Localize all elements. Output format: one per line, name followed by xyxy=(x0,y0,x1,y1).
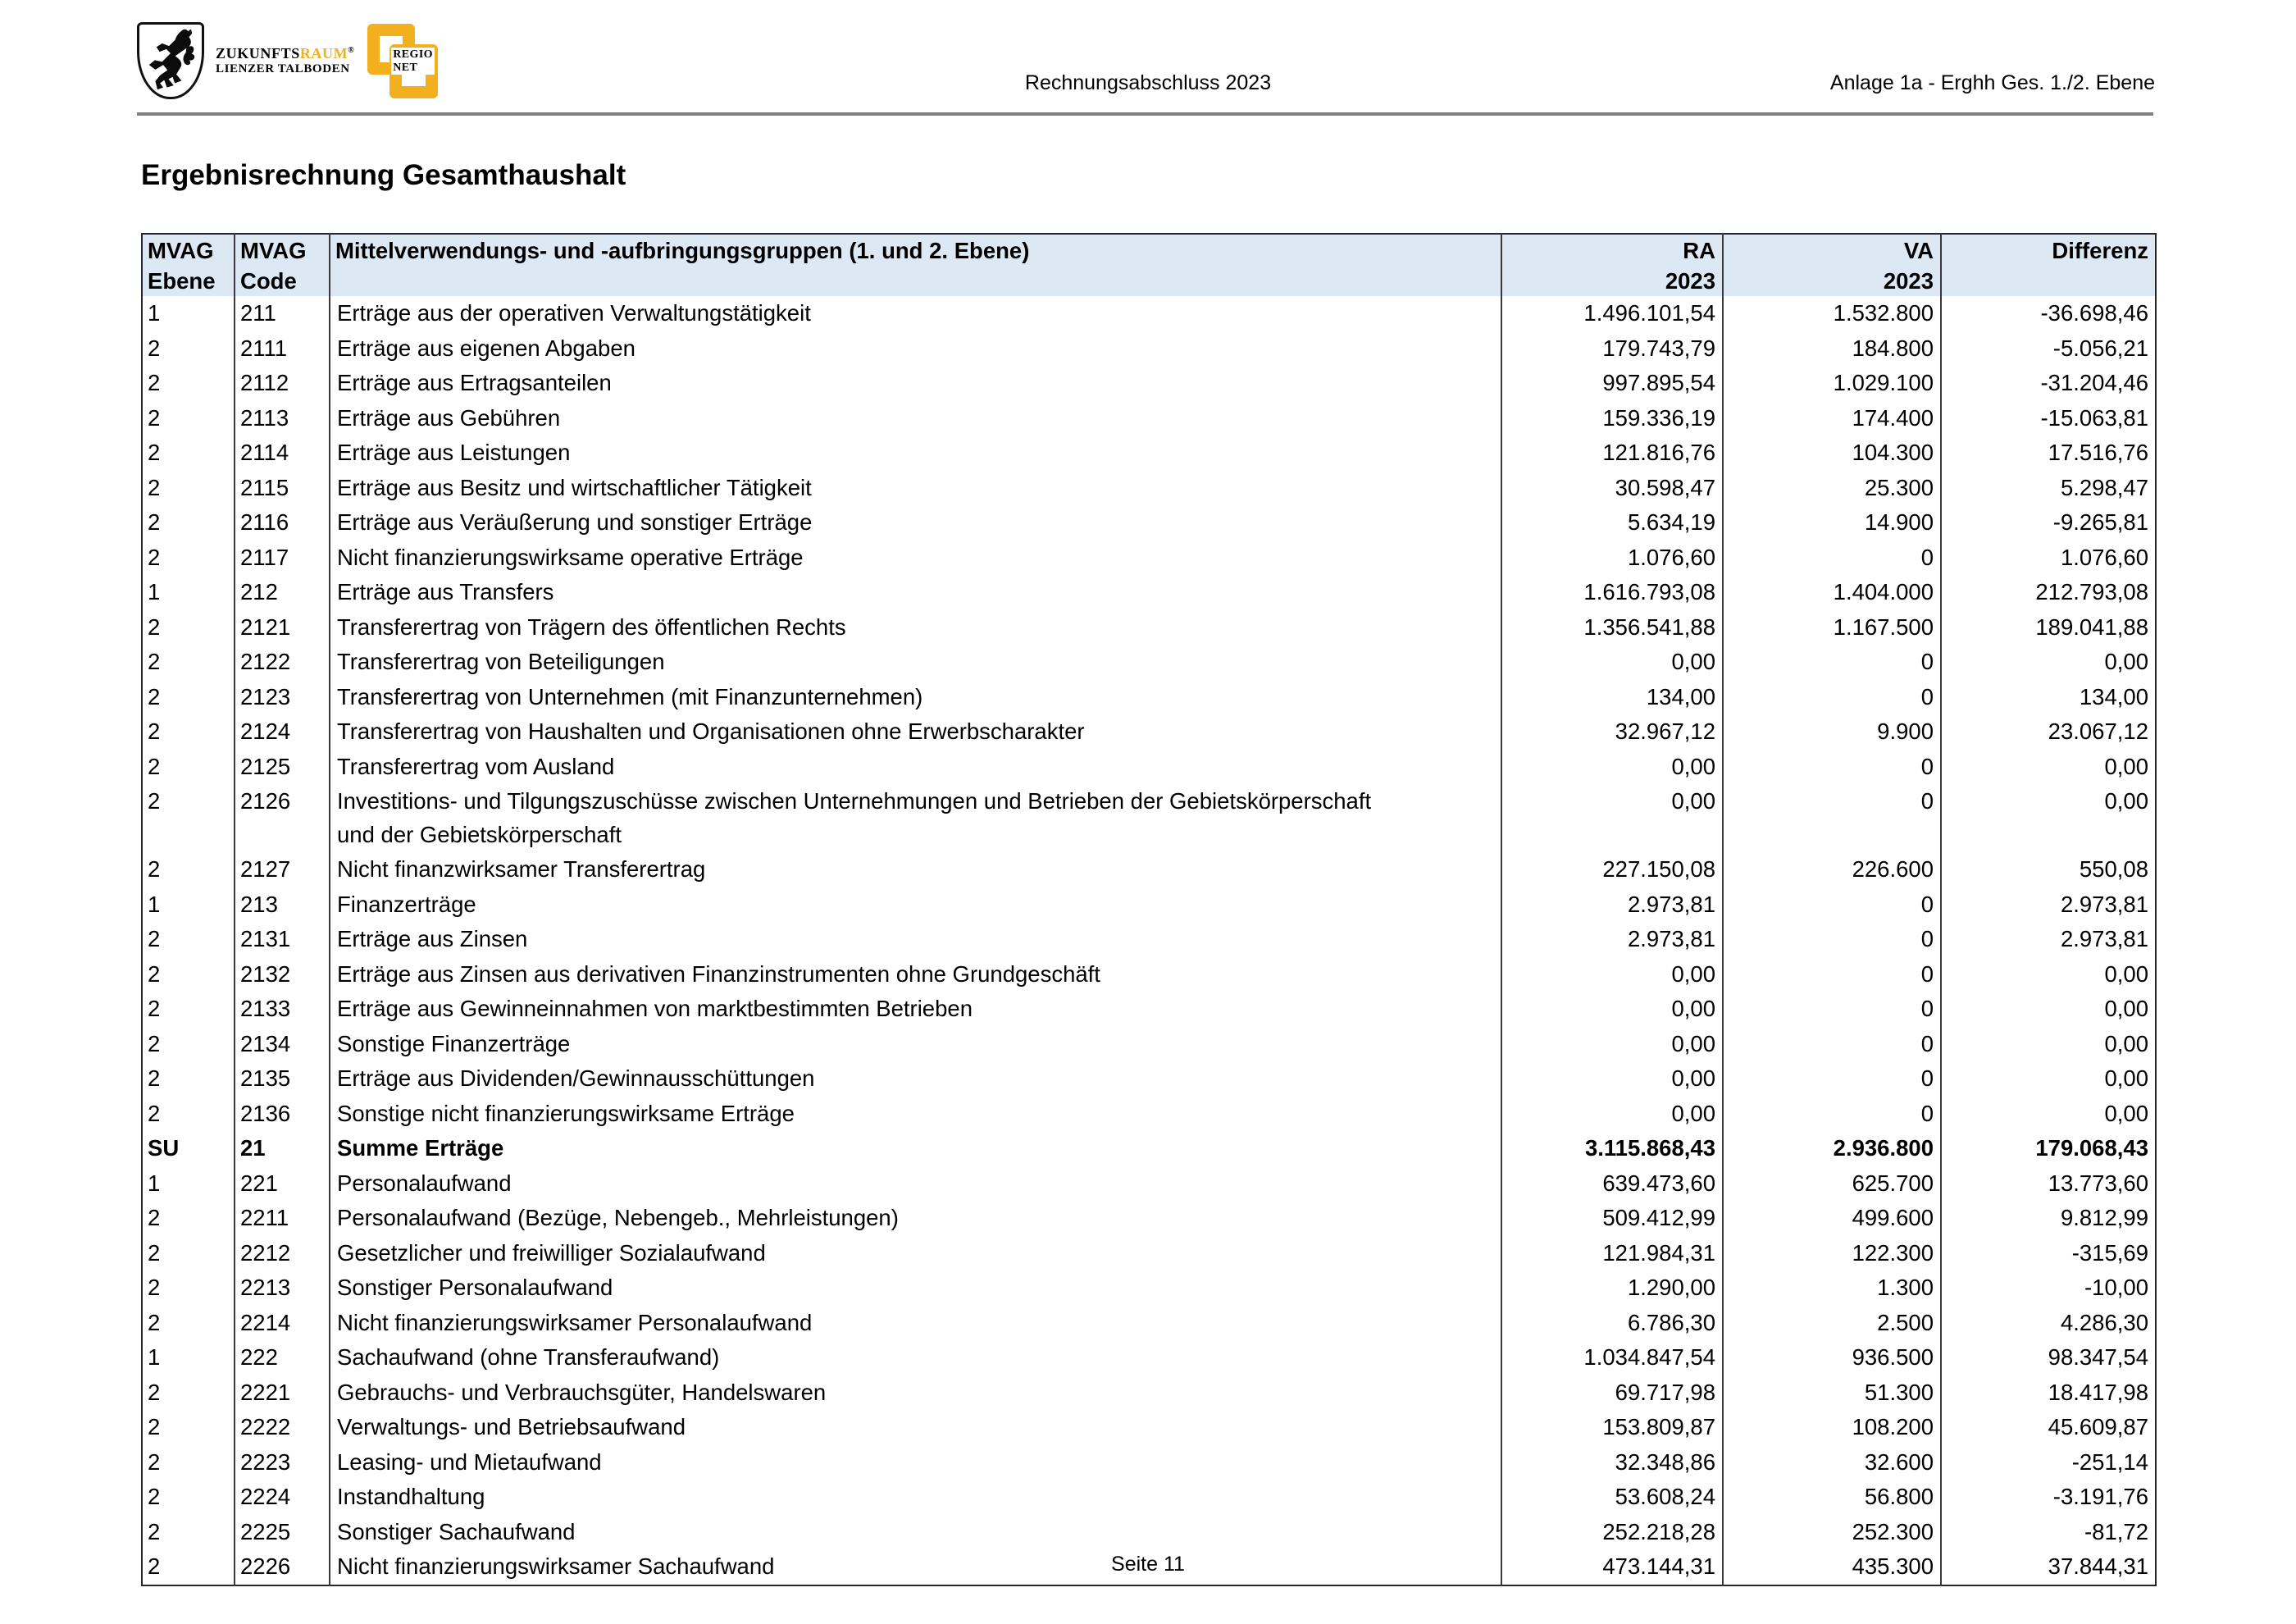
table-row xyxy=(142,471,2156,506)
cell-ra-2023: 32.967,12 xyxy=(1501,714,1723,750)
cell-group-label: Finanzerträge xyxy=(330,887,1501,923)
cell-va-2023: 1.532.800 xyxy=(1723,296,1941,331)
col-header-differenz: Differenz xyxy=(1941,234,2156,296)
cell-va-2023: 1.404.000 xyxy=(1723,575,1941,610)
cell-group-label: Nicht finanzierungswirksame operative Erträge xyxy=(330,541,1501,576)
cell-mvag-code: 2134 xyxy=(235,1027,330,1062)
table-row xyxy=(142,1445,2156,1480)
cell-group-label: Gebrauchs- und Verbrauchsgüter, Handelswaren xyxy=(330,1375,1501,1411)
cell-mvag-code: 2212 xyxy=(235,1236,330,1271)
header-divider xyxy=(137,112,2153,116)
cell-mvag-code: 2131 xyxy=(235,922,330,957)
cell-mvag-code: 2136 xyxy=(235,1097,330,1132)
cell-mvag-ebene: 1 xyxy=(142,296,235,331)
cell-mvag-ebene: 2 xyxy=(142,1410,235,1445)
cell-ra-2023: 1.496.101,54 xyxy=(1501,296,1723,331)
table-row xyxy=(142,436,2156,471)
table-row xyxy=(142,1306,2156,1341)
cell-mvag-ebene: 1 xyxy=(142,1340,235,1375)
cell-group-label: Personalaufwand xyxy=(330,1166,1501,1202)
cell-differenz: 1.076,60 xyxy=(2060,544,2148,570)
cell-mvag-ebene: 2 xyxy=(142,1236,235,1271)
table-row xyxy=(142,1375,2156,1411)
table-row xyxy=(142,331,2156,367)
cell-group-label: Erträge aus Zinsen xyxy=(330,922,1501,957)
table-row xyxy=(142,1480,2156,1515)
cell-ra-2023: 2.973,81 xyxy=(1501,887,1723,923)
table-row xyxy=(142,1131,2156,1166)
cell-group-label: Erträge aus der operativen Verwaltungstätigkeit xyxy=(330,296,1501,331)
cell-mvag-ebene: 2 xyxy=(142,680,235,715)
cell-ra-2023: 0,00 xyxy=(1501,1027,1723,1062)
cell-va-2023: 499.600 xyxy=(1723,1201,1941,1236)
ergebnisrechnung-table xyxy=(141,233,2157,1586)
table-header-row xyxy=(142,234,2156,296)
cell-mvag-ebene: 2 xyxy=(142,1097,235,1132)
cell-differenz: -15.063,81 xyxy=(2040,404,2148,431)
cell-mvag-code: 2214 xyxy=(235,1306,330,1341)
cell-mvag-code: 2225 xyxy=(235,1515,330,1550)
table-row xyxy=(142,887,2156,923)
cell-ra-2023: 53.608,24 xyxy=(1501,1480,1723,1515)
cell-mvag-code: 2116 xyxy=(235,505,330,541)
cell-group-label: Erträge aus Transfers xyxy=(330,575,1501,610)
table-row xyxy=(142,610,2156,645)
cell-va-2023: 108.200 xyxy=(1723,1410,1941,1445)
cell-mvag-ebene: 2 xyxy=(142,645,235,680)
cell-va-2023: 936.500 xyxy=(1723,1340,1941,1375)
table-row xyxy=(142,852,2156,887)
cell-differenz: 18.417,98 xyxy=(2048,1379,2148,1405)
cell-group-label: Sonstiger Sachaufwand xyxy=(330,1515,1501,1550)
cell-differenz: 98.347,54 xyxy=(2048,1344,2148,1370)
cell-va-2023: 104.300 xyxy=(1723,436,1941,471)
cell-va-2023: 14.900 xyxy=(1723,505,1941,541)
cell-differenz: 23.067,12 xyxy=(2048,718,2148,744)
cell-va-2023: 9.900 xyxy=(1723,714,1941,750)
table-row xyxy=(142,575,2156,610)
page-title: Ergebnisrechnung Gesamthaushalt xyxy=(141,159,626,191)
cell-mvag-code: 2221 xyxy=(235,1375,330,1411)
cell-va-2023: 0 xyxy=(1723,992,1941,1027)
cell-ra-2023: 1.616.793,08 xyxy=(1501,575,1723,610)
cell-differenz: 45.609,87 xyxy=(2048,1414,2148,1439)
cell-differenz: 0,00 xyxy=(2104,753,2148,779)
cell-ra-2023: 0,00 xyxy=(1501,645,1723,680)
cell-differenz: 4.286,30 xyxy=(2060,1309,2148,1335)
cell-mvag-code: 2226 xyxy=(235,1549,330,1585)
cell-va-2023: 56.800 xyxy=(1723,1480,1941,1515)
table-row xyxy=(142,1410,2156,1445)
table-row xyxy=(142,1270,2156,1306)
cell-group-label: Erträge aus Besitz und wirtschaftlicher Tätigkeit xyxy=(330,471,1501,506)
cell-va-2023: 51.300 xyxy=(1723,1375,1941,1411)
cell-mvag-ebene: 2 xyxy=(142,1061,235,1097)
cell-differenz: 2.973,81 xyxy=(2060,926,2148,951)
cell-mvag-code: 2211 xyxy=(235,1201,330,1236)
cell-va-2023: 1.300 xyxy=(1723,1270,1941,1306)
table-row xyxy=(142,957,2156,992)
cell-va-2023: 0 xyxy=(1723,680,1941,715)
cell-va-2023: 0 xyxy=(1723,1027,1941,1062)
cell-mvag-ebene: 2 xyxy=(142,957,235,992)
cell-differenz: 13.773,60 xyxy=(2048,1170,2148,1196)
cell-ra-2023: 0,00 xyxy=(1501,1097,1723,1132)
cell-mvag-code: 2127 xyxy=(235,852,330,887)
cell-mvag-code: 2111 xyxy=(235,331,330,367)
cell-group-label: Erträge aus Dividenden/Gewinnausschüttungen xyxy=(330,1061,1501,1097)
cell-group-label: Nicht finanzierungswirksamer Sachaufwand xyxy=(330,1549,1501,1585)
brand-raum: RAUM xyxy=(299,45,348,62)
cell-mvag-ebene: 2 xyxy=(142,1201,235,1236)
cell-va-2023: 25.300 xyxy=(1723,471,1941,506)
cell-differenz: 0,00 xyxy=(2104,1030,2148,1056)
cell-group-label: Leasing- und Mietaufwand xyxy=(330,1445,1501,1480)
document-header-annex: Anlage 1a - Erghh Ges. 1./2. Ebene xyxy=(1829,71,2155,94)
cell-group-label: Investitions- und Tilgungszuschüsse zwischen Unternehmungen und Betrieben der Gebietskörperschaft und der Gebietskörperschaft xyxy=(330,784,1501,852)
cell-mvag-code: 2117 xyxy=(235,541,330,576)
cell-mvag-ebene: 2 xyxy=(142,1445,235,1480)
table-row xyxy=(142,992,2156,1027)
col-header-group: Mittelverwendungs- und -aufbringungsgruppen (1. und 2. Ebene) xyxy=(330,234,1501,296)
cell-va-2023: 184.800 xyxy=(1723,331,1941,367)
cell-va-2023: 2.500 xyxy=(1723,1306,1941,1341)
cell-mvag-ebene: 2 xyxy=(142,1515,235,1550)
cell-mvag-ebene: 2 xyxy=(142,1027,235,1062)
cell-mvag-code: 2115 xyxy=(235,471,330,506)
table-row xyxy=(142,1515,2156,1550)
cell-mvag-code: 2125 xyxy=(235,750,330,785)
cell-mvag-ebene: 2 xyxy=(142,1549,235,1585)
cell-mvag-ebene: 2 xyxy=(142,541,235,576)
cell-ra-2023: 153.809,87 xyxy=(1501,1410,1723,1445)
cell-group-label: Summe Erträge xyxy=(330,1131,1501,1166)
cell-differenz: 5.298,47 xyxy=(2060,474,2148,500)
cell-ra-2023: 1.290,00 xyxy=(1501,1270,1723,1306)
cell-differenz: -5.056,21 xyxy=(2052,335,2148,361)
cell-ra-2023: 69.717,98 xyxy=(1501,1375,1723,1411)
page-number: Seite 11 xyxy=(1111,1553,1185,1576)
cell-ra-2023: 0,00 xyxy=(1501,750,1723,785)
cell-va-2023: 435.300 xyxy=(1723,1549,1941,1585)
cell-differenz: 17.516,76 xyxy=(2048,440,2148,465)
cell-ra-2023: 1.356.541,88 xyxy=(1501,610,1723,645)
cell-va-2023: 0 xyxy=(1723,645,1941,680)
cell-differenz: 0,00 xyxy=(2104,649,2148,674)
cell-group-label: Sonstige nicht finanzierungswirksame Erträge xyxy=(330,1097,1501,1132)
table-row xyxy=(142,680,2156,715)
cell-ra-2023: 32.348,86 xyxy=(1501,1445,1723,1480)
cell-mvag-code: 2122 xyxy=(235,645,330,680)
cell-group-label: Erträge aus Leistungen xyxy=(330,436,1501,471)
col-header-ra: RA 2023 xyxy=(1501,234,1723,296)
cell-mvag-ebene: 2 xyxy=(142,922,235,957)
cell-mvag-ebene: 2 xyxy=(142,366,235,401)
cell-mvag-ebene: 2 xyxy=(142,436,235,471)
cell-ra-2023: 30.598,47 xyxy=(1501,471,1723,506)
table-row xyxy=(142,296,2156,331)
cell-mvag-code: 213 xyxy=(235,887,330,923)
cell-group-label: Personalaufwand (Bezüge, Nebengeb., Mehrleistungen) xyxy=(330,1201,1501,1236)
cell-va-2023: 2.936.800 xyxy=(1723,1131,1941,1166)
cell-va-2023: 0 xyxy=(1723,1061,1941,1097)
cell-group-label: Transferertrag vom Ausland xyxy=(330,750,1501,785)
table-row xyxy=(142,1027,2156,1062)
cell-differenz: 0,00 xyxy=(2104,960,2148,987)
cell-group-label: Erträge aus Zinsen aus derivativen Finanzinstrumenten ohne Grundgeschäft xyxy=(330,957,1501,992)
cell-differenz: -81,72 xyxy=(2084,1518,2148,1544)
cell-va-2023: 625.700 xyxy=(1723,1166,1941,1202)
cell-mvag-ebene: 2 xyxy=(142,471,235,506)
cell-mvag-ebene: 2 xyxy=(142,331,235,367)
cell-group-label: Transferertrag von Unternehmen (mit Finanzunternehmen) xyxy=(330,680,1501,715)
cell-mvag-ebene: 2 xyxy=(142,852,235,887)
cell-group-label: Erträge aus Veräußerung und sonstiger Erträge xyxy=(330,505,1501,541)
cell-mvag-ebene: 2 xyxy=(142,610,235,645)
cell-group-label: Verwaltungs- und Betriebsaufwand xyxy=(330,1410,1501,1445)
cell-mvag-ebene: 2 xyxy=(142,750,235,785)
cell-mvag-code: 2223 xyxy=(235,1445,330,1480)
cell-ra-2023: 473.144,31 xyxy=(1501,1549,1723,1585)
table-row xyxy=(142,784,2156,852)
cell-mvag-code: 2133 xyxy=(235,992,330,1027)
cell-mvag-ebene: 2 xyxy=(142,714,235,750)
cell-group-label: Erträge aus Gewinneinnahmen von marktbestimmten Betrieben xyxy=(330,992,1501,1027)
col-header-mvag-code: MVAG Code xyxy=(235,234,330,296)
cell-group-label: Sachaufwand (ohne Transferaufwand) xyxy=(330,1340,1501,1375)
cell-va-2023: 1.029.100 xyxy=(1723,366,1941,401)
col-header-mvag-ebene: MVAG Ebene xyxy=(142,234,235,296)
table-row xyxy=(142,505,2156,541)
cell-differenz: 2.973,81 xyxy=(2060,891,2148,917)
cell-mvag-ebene: 1 xyxy=(142,887,235,923)
table-row xyxy=(142,714,2156,750)
cell-va-2023: 252.300 xyxy=(1723,1515,1941,1550)
cell-mvag-code: 2123 xyxy=(235,680,330,715)
cell-group-label: Nicht finanzwirksamer Transferertrag xyxy=(330,852,1501,887)
registered-mark: ® xyxy=(348,46,355,56)
cell-ra-2023: 5.634,19 xyxy=(1501,505,1723,541)
cell-differenz: 212.793,08 xyxy=(2035,579,2148,604)
col-header-va: VA 2023 xyxy=(1723,234,1941,296)
cell-group-label: Sonstige Finanzerträge xyxy=(330,1027,1501,1062)
cell-group-label: Transferertrag von Trägern des öffentlichen Rechts xyxy=(330,610,1501,645)
cell-differenz: -251,14 xyxy=(2071,1448,2148,1475)
cell-va-2023: 226.600 xyxy=(1723,852,1941,887)
cell-ra-2023: 509.412,99 xyxy=(1501,1201,1723,1236)
cell-ra-2023: 639.473,60 xyxy=(1501,1166,1723,1202)
cell-mvag-code: 2113 xyxy=(235,401,330,436)
cell-differenz: 0,00 xyxy=(2104,1100,2148,1126)
cell-differenz: 0,00 xyxy=(2104,996,2148,1021)
table-row xyxy=(142,1340,2156,1375)
cell-group-label: Erträge aus Ertragsanteilen xyxy=(330,366,1501,401)
table-row xyxy=(142,1236,2156,1271)
table-row xyxy=(142,541,2156,576)
brand-line1: ZUKUNFTSRAUM® xyxy=(216,45,355,62)
cell-ra-2023: 159.336,19 xyxy=(1501,401,1723,436)
cell-va-2023: 32.600 xyxy=(1723,1445,1941,1480)
cell-differenz: -9.265,81 xyxy=(2052,509,2148,535)
cell-ra-2023: 0,00 xyxy=(1501,784,1723,852)
cell-differenz: -10,00 xyxy=(2084,1275,2148,1300)
cell-ra-2023: 134,00 xyxy=(1501,680,1723,715)
cell-va-2023: 174.400 xyxy=(1723,401,1941,436)
table-row xyxy=(142,1097,2156,1132)
table-row xyxy=(142,1166,2156,1202)
cell-group-label: Erträge aus Gebühren xyxy=(330,401,1501,436)
cell-ra-2023: 997.895,54 xyxy=(1501,366,1723,401)
cell-mvag-code: 21 xyxy=(235,1131,330,1166)
cell-mvag-code: 2213 xyxy=(235,1270,330,1306)
cell-ra-2023: 6.786,30 xyxy=(1501,1306,1723,1341)
document-header-title: Rechnungsabschluss 2023 xyxy=(1024,71,1272,94)
cell-group-label: Sonstiger Personalaufwand xyxy=(330,1270,1501,1306)
cell-mvag-code: 2222 xyxy=(235,1410,330,1445)
cell-group-label: Transferertrag von Haushalten und Organisationen ohne Erwerbscharakter xyxy=(330,714,1501,750)
cell-va-2023: 0 xyxy=(1723,922,1941,957)
cell-mvag-ebene: 2 xyxy=(142,1480,235,1515)
cell-mvag-ebene: 2 xyxy=(142,992,235,1027)
table-row xyxy=(142,401,2156,436)
cell-differenz: 179.068,43 xyxy=(2035,1135,2148,1161)
cell-differenz: -31.204,46 xyxy=(2040,370,2148,395)
cell-group-label: Instandhaltung xyxy=(330,1480,1501,1515)
cell-mvag-code: 2121 xyxy=(235,610,330,645)
regio-net-label: REGIO NET xyxy=(393,48,433,74)
cell-mvag-code: 222 xyxy=(235,1340,330,1375)
table-row xyxy=(142,1061,2156,1097)
cell-ra-2023: 121.816,76 xyxy=(1501,436,1723,471)
table-row xyxy=(142,366,2156,401)
cell-mvag-ebene: 2 xyxy=(142,1270,235,1306)
cell-mvag-ebene: 2 xyxy=(142,1375,235,1411)
cell-differenz: 37.844,31 xyxy=(2048,1553,2148,1579)
cell-ra-2023: 3.115.868,43 xyxy=(1501,1131,1723,1166)
cell-va-2023: 0 xyxy=(1723,541,1941,576)
cell-mvag-ebene: 1 xyxy=(142,575,235,610)
cell-va-2023: 122.300 xyxy=(1723,1236,1941,1271)
cell-group-label: Erträge aus eigenen Abgaben xyxy=(330,331,1501,367)
cell-ra-2023: 252.218,28 xyxy=(1501,1515,1723,1550)
table-row xyxy=(142,645,2156,680)
cell-mvag-code: 2114 xyxy=(235,436,330,471)
cell-ra-2023: 2.973,81 xyxy=(1501,922,1723,957)
cell-mvag-code: 2132 xyxy=(235,957,330,992)
cell-ra-2023: 179.743,79 xyxy=(1501,331,1723,367)
table-row xyxy=(142,750,2156,785)
cell-ra-2023: 1.076,60 xyxy=(1501,541,1723,576)
cell-differenz: -315,69 xyxy=(2071,1239,2148,1266)
brand-line2: LIENZER TALBODEN xyxy=(216,62,350,75)
cell-mvag-code: 212 xyxy=(235,575,330,610)
cell-mvag-code: 2224 xyxy=(235,1480,330,1515)
cell-group-label: Gesetzlicher und freiwilliger Sozialaufwand xyxy=(330,1236,1501,1271)
cell-va-2023: 1.167.500 xyxy=(1723,610,1941,645)
cell-va-2023: 0 xyxy=(1723,1097,1941,1132)
cell-mvag-ebene: 2 xyxy=(142,401,235,436)
cell-differenz: 550,08 xyxy=(2079,856,2148,882)
table-row xyxy=(142,1201,2156,1236)
cell-differenz: -3.191,76 xyxy=(2052,1484,2148,1509)
cell-mvag-ebene: SU xyxy=(142,1131,235,1166)
cell-ra-2023: 121.984,31 xyxy=(1501,1236,1723,1271)
cell-mvag-ebene: 2 xyxy=(142,784,235,852)
cell-mvag-ebene: 2 xyxy=(142,505,235,541)
cell-differenz: -36.698,46 xyxy=(2040,300,2148,326)
cell-mvag-ebene: 1 xyxy=(142,1166,235,1202)
cell-differenz: 189.041,88 xyxy=(2035,614,2148,640)
cell-va-2023: 0 xyxy=(1723,784,1941,852)
cell-group-label: Transferertrag von Beteiligungen xyxy=(330,645,1501,680)
cell-mvag-code: 2124 xyxy=(235,714,330,750)
cell-mvag-code: 2112 xyxy=(235,366,330,401)
cell-mvag-ebene: 2 xyxy=(142,1306,235,1341)
cell-differenz: 0,00 xyxy=(2104,788,2148,814)
cell-ra-2023: 0,00 xyxy=(1501,957,1723,992)
table-row xyxy=(142,922,2156,957)
cell-mvag-code: 2135 xyxy=(235,1061,330,1097)
cell-mvag-code: 211 xyxy=(235,296,330,331)
cell-differenz: 0,00 xyxy=(2104,1065,2148,1091)
cell-differenz: 9.812,99 xyxy=(2060,1205,2148,1230)
cell-group-label: Nicht finanzierungswirksamer Personalaufwand xyxy=(330,1306,1501,1341)
cell-ra-2023: 0,00 xyxy=(1501,1061,1723,1097)
cell-mvag-code: 2126 xyxy=(235,784,330,852)
cell-mvag-code: 221 xyxy=(235,1166,330,1202)
cell-ra-2023: 0,00 xyxy=(1501,992,1723,1027)
cell-ra-2023: 1.034.847,54 xyxy=(1501,1340,1723,1375)
cell-va-2023: 0 xyxy=(1723,957,1941,992)
cell-ra-2023: 227.150,08 xyxy=(1501,852,1723,887)
cell-differenz: 134,00 xyxy=(2079,683,2148,709)
cell-va-2023: 0 xyxy=(1723,887,1941,923)
cell-va-2023: 0 xyxy=(1723,750,1941,785)
